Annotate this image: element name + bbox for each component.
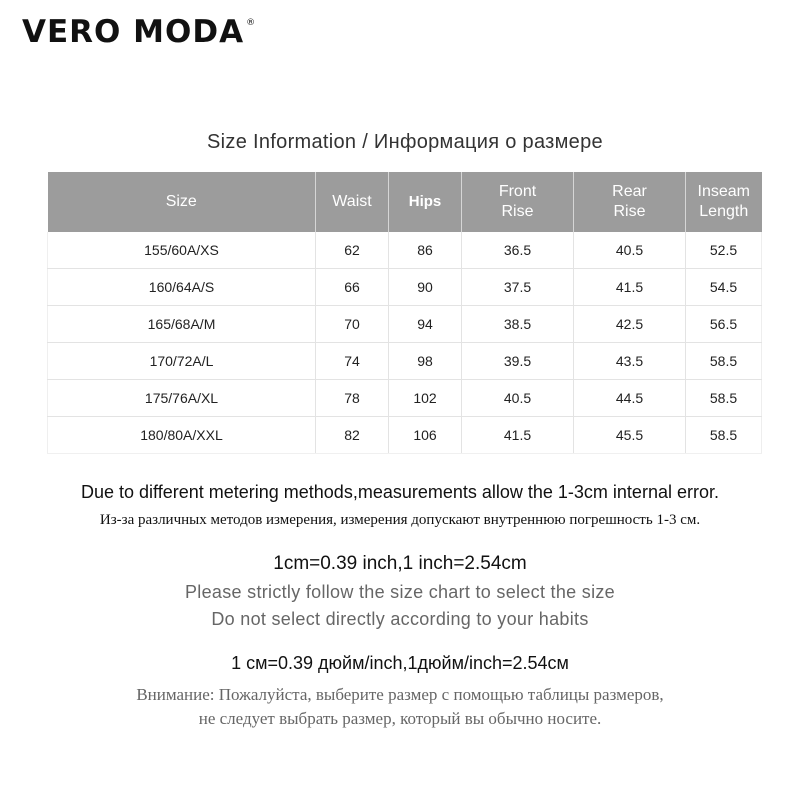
cell-front-rise: 38.5 bbox=[462, 306, 574, 343]
table-row bbox=[48, 417, 762, 454]
cell-size: 175/76A/XL bbox=[48, 380, 316, 417]
table-row bbox=[48, 232, 762, 269]
error-note-en: Due to different metering methods,measurements allow the 1-3cm internal error. bbox=[81, 482, 719, 502]
cell-size: 165/68A/M bbox=[48, 306, 316, 343]
cell-waist: 78 bbox=[316, 380, 389, 417]
table-header-row bbox=[48, 172, 762, 232]
cell-size: 180/80A/XXL bbox=[48, 417, 316, 454]
cell-hips: 86 bbox=[389, 232, 462, 269]
brand-logo bbox=[22, 14, 256, 50]
cell-size: 170/72A/L bbox=[48, 343, 316, 380]
header-inseam-length: Inseam Length bbox=[686, 172, 762, 232]
header-rear-rise: Rear Rise bbox=[574, 172, 686, 232]
cell-inseam-length: 58.5 bbox=[686, 380, 762, 417]
cell-front-rise: 40.5 bbox=[462, 380, 574, 417]
cell-hips: 94 bbox=[389, 306, 462, 343]
cell-front-rise: 37.5 bbox=[462, 269, 574, 306]
header-front-rise: Front Rise bbox=[462, 172, 574, 232]
cell-inseam-length: 52.5 bbox=[686, 232, 762, 269]
cell-waist: 74 bbox=[316, 343, 389, 380]
cell-front-rise: 39.5 bbox=[462, 343, 574, 380]
cell-front-rise: 36.5 bbox=[462, 232, 574, 269]
follow-chart-note: Please strictly follow the size chart to select the size bbox=[185, 582, 615, 602]
cell-waist: 70 bbox=[316, 306, 389, 343]
cell-rear-rise: 43.5 bbox=[574, 343, 686, 380]
cell-rear-rise: 40.5 bbox=[574, 232, 686, 269]
conversion-ru: 1 см=0.39 дюйм/inch,1дюйм/inch=2.54см bbox=[231, 653, 569, 673]
cell-hips: 90 bbox=[389, 269, 462, 306]
brand-name: VERO MODA bbox=[22, 14, 245, 50]
cell-size: 155/60A/XS bbox=[48, 232, 316, 269]
registered-mark: ® bbox=[246, 18, 257, 28]
header-hips: Hips bbox=[389, 172, 462, 232]
table-row bbox=[48, 306, 762, 343]
cell-hips: 102 bbox=[389, 380, 462, 417]
cell-size: 160/64A/S bbox=[48, 269, 316, 306]
warning-ru-line-1: Внимание: Пожалуйста, выберите размер с помощью таблицы размеров, bbox=[136, 685, 664, 704]
header-size: Size bbox=[48, 172, 316, 232]
cell-hips: 98 bbox=[389, 343, 462, 380]
cell-rear-rise: 45.5 bbox=[574, 417, 686, 454]
cell-front-rise: 41.5 bbox=[462, 417, 574, 454]
cell-rear-rise: 44.5 bbox=[574, 380, 686, 417]
table-row bbox=[48, 343, 762, 380]
size-table bbox=[47, 172, 762, 454]
warning-ru-line-2: не следует выбрать размер, который вы обычно носите. bbox=[198, 709, 602, 728]
cell-inseam-length: 58.5 bbox=[686, 417, 762, 454]
cell-rear-rise: 41.5 bbox=[574, 269, 686, 306]
table-row bbox=[48, 269, 762, 306]
table-row bbox=[48, 380, 762, 417]
header-waist: Waist bbox=[316, 172, 389, 232]
page-title: Size Information / Информация о размере bbox=[207, 131, 603, 153]
cell-inseam-length: 56.5 bbox=[686, 306, 762, 343]
cell-waist: 66 bbox=[316, 269, 389, 306]
conversion-en: 1cm=0.39 inch,1 inch=2.54cm bbox=[273, 553, 527, 574]
habits-note: Do not select directly according to your habits bbox=[211, 609, 589, 629]
cell-waist: 62 bbox=[316, 232, 389, 269]
cell-inseam-length: 54.5 bbox=[686, 269, 762, 306]
cell-hips: 106 bbox=[389, 417, 462, 454]
error-note-ru: Из-за различных методов измерения, измерения допускают внутреннюю погрешность 1-3 см. bbox=[99, 512, 701, 528]
cell-inseam-length: 58.5 bbox=[686, 343, 762, 380]
cell-waist: 82 bbox=[316, 417, 389, 454]
cell-rear-rise: 42.5 bbox=[574, 306, 686, 343]
